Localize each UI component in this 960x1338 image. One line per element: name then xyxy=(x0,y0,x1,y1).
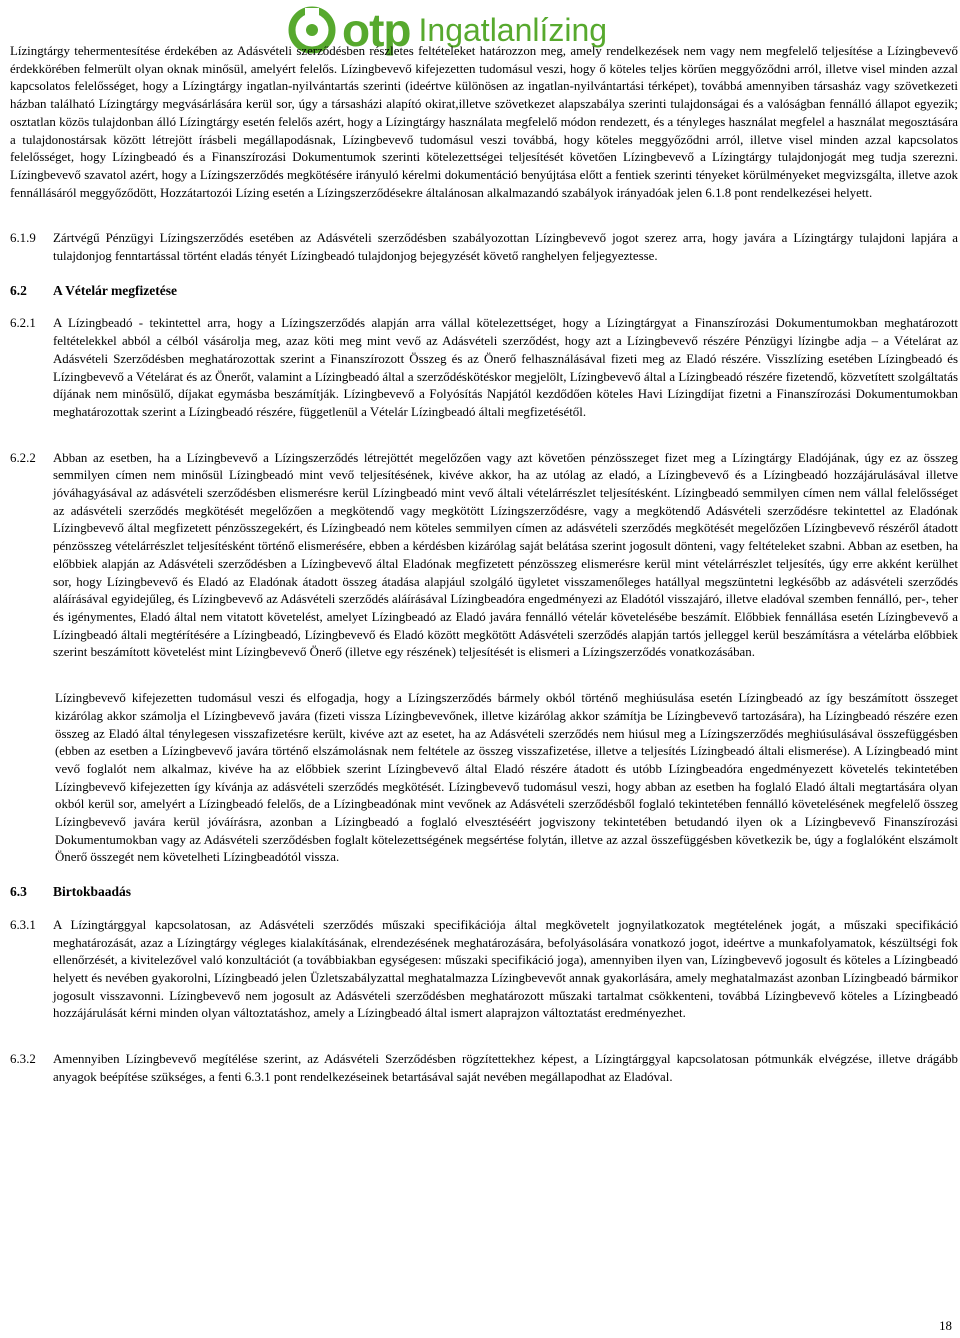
section-number: 6.1.9 xyxy=(10,231,36,246)
section-number: 6.2 xyxy=(10,282,27,298)
document-body xyxy=(10,43,958,1086)
section-6-2-2-continuation: Lízingbevevő kifejezetten tudomásul veszi és elfogadja, hogy a Lízingszerződés bármely okból történő meghiúsulása esetén Lízingbeadó az így beszámított összeget kizárólag akkor számolja el Lízingbevevő javára (fizeti vissza Lízingbevevőnek, illetve kizárólag akkor számítja be Lízingbevevő tartozására), ha Lízingbeadó részére ezen összeg az Eladó által ténylegesen visszafizetésre került, kivéve azt az esetet, ha az Adásvételi szerződés nem hiúsul meg a Lízingszerződés meghiúsulásával összefüggésben (ebben az esetben a Lízingbevevő javára történő elszámolásnak nem feltétele az összeg visszafizetése, illetve a teljesítés Lízingbeadó általi elismerése). A Lízingbeadó mint vevő foglalót nem alkalmaz, kivéve ha az előbbiek szerint Lízingbevevő által Eladó részére átadott és utóbb Lízingbeadóra engedményezett követelés tekintetében Lízingbevevő kifejezetten így kívánja az adásvételi szerződés megkötését. Lízingbevevő tudomásul veszi, hogy abban az esetben ha foglaló Eladó általi megtartására olyan okból kerül sor, amelyért a Lízingbeadó felelős, de a Lízingbeadónak mint vevőnek az Adásvételi szerződésből foglaló tekintetében fennálló követelésének megfelelő összeg Lízingbevevő javára kerül jóváírásra, azonban a Lízingbeadó a foglaló elvesztéséért jogviszony tekintetében betudandó ilyen ok a Lízingbevevő Finanszírozási Dokumentumokban vagy az Adásvételi szerződésben foglalt kötelezettségének megsértése folytán, illetve az azzal összefüggésben következik be, úgy a foglalóként elszámolt Önerő összegét nem követelheti Lízingbeadótól vissza. xyxy=(55,691,958,865)
section-number: 6.3.2 xyxy=(10,1052,36,1067)
section-6-1-9 xyxy=(10,230,958,265)
section-6-3-heading xyxy=(10,883,958,901)
section-text: Abban az esetben, ha a Lízingbevevő a Lízingszerződés létrejöttét megelőzően vagy azt követően pénzösszeget fizet meg a Lízingtárgy Eladójának, úgy ez az összeg semmilyen címen nem minősül Lízingbeadó mint vevő teljesítésének, kivéve akkor, ha az utólag az eladó, a Lízingbevevő és a Lízingbeadó hozzájárulásával illetve jóváhagyásával az adásvételi szerződésben elismerésre kerül Lízingbeadó mint vevő általi vételárrészlet teljesítésként. Lízingbeadó semmilyen címen nem vállal felelősséget az adásvételi szerződés megkötését megelőzően a megkötendő vagy megkötött Lízingszerződésre, vagy a megkötendő Adásvételi szerződésre tekintettel az Eladónak Lízingbevevő által megfizetett pénzösszegekért, és Lízingbeadó nem köteles semmilyen címen az adásvételi szerződés megkötését megelőzően Lízingbevevő részéről átadott pénzösszeg vételárrészlet teljesítésként történő elismerésére, ebben a kérdésben kizárólag saját belátása szerint jogosult dönteni, vagy feltételeket szabni. Abban az esetben, ha előbbiek alapján az Adásvételi szerződésben a Lízingbevevő által Eladónak megfizetett pénzösszeg elismerésre kerül mint vételárrészlet teljesítés, úgy erre akként kerülhet sor, hogy Lízingbevevő és Eladó az Eladónak átadott összeg átadása alapjául szolgáló ügyletet visszamenőleges hatállyal megszüntetni legkésőbb az adásvételi szerződés aláírásával egyidejűleg, és Lízingbevevő az Adásvételi szerződés aláírásával Lízingbeadóra engedményezi az Eladótól visszajáró, illetve eladóval szemben fennálló, per-, teher és igénymentes, Eladó által nem vitatott követelést, amelyet Lízingbeadó az Eladó javára fennálló vételár követelésébe beszámít. Előbbiek fennállása esetén Lízingbevevő a Lízingbeadó általi megtérítésére a Lízingbeadó, Lízingbevevő és Eladó között megkötött Adásvételi szerződés alapján tartós jelleggel kerül beszámításra a vételárba előbbiek szerint beszámított követelést mint Lízingbevevő Önerő (illetve egy részének) teljesítését is elismeri a Lízingszerződés vonatkozásában. xyxy=(53,450,958,660)
intro-paragraph: Lízingtárgy tehermentesítése érdekében az Adásvételi szerződésben részletes feltételeket határozzon meg, amely rendelkezések nem vagy nem megfelelő teljesítése a Lízingbevevő érdekkörében felmerült olyan oknak minősül, amelyért felelős. Lízingbevevő kifejezetten tudomásul veszi, hogy ő köteles teljes körűen meggyőződni arról, illetve visel minden azzal kapcsolatos felelősséget, hogy a Lízingtárgy ingatlan-nyilvántartás szerinti (ideértve különösen az ingatlan-nyilvántartási térképet), továbbá amennyiben társasház vagy szövetkezeti házban található Lízingtárgy megvásárlására kerül sor, úgy a társasházi alapító okirat,illetve szövetkezet alapszabálya szerinti tulajdonságai és a valóságban fennálló állapot egyezik; osztatlan közös tulajdonban álló Lízingtárgy esetén felelős azért, hogy a Lízingtárgy használata megfelelő módon rendezett, és a tényleges használat megfelel a használat megosztására a tulajdonostársak között létrejött írásbeli megállapodásnak, Lízingbevevő tudomásul veszi továbbá, hogy köteles meggyőződni arról, illetve visel minden azzal kapcsolatos felelősséget, hogy Lízingbeadó és a Finanszírozási Dokumentumok szerinti kötelezettségei teljesítését követően Lízingbevevő a Lízingtárgy tulajdonjogát meg tudja szerezni. Lízingbevevő szavatol azért, hogy a Lízingszerződés megkötésére irányuló kérelmi dokumentáció benyújtása előtt a fentiek szerinti tényeket körülményeket megvizsgálta, illetve azok fennállásáról meggyőződött, Hozzátartozói Lízing esetén a Lízingszerződésekre általánosan alkalmazandó szabályok irányadóak jelen 6.1.8 pont rendelkezései helyett. xyxy=(10,44,958,200)
section-6-2-2 xyxy=(10,450,958,662)
section-title: A Vételár megfizetése xyxy=(53,282,177,298)
section-text: Amennyiben Lízingbevevő megítélése szerint, az Adásvételi Szerződésben rögzítettekhez képest, a Lízingtárggyal kapcsolatosan pótmunkák elvégzése, illetve drágább anyagok beépítése szükséges, a fenti 6.3.1 pont rendelkezéseinek betartásával saját nevében megállapodhat az Eladóval. xyxy=(53,1052,958,1084)
section-6-3-2 xyxy=(10,1051,958,1086)
logo-subbrand-text: Ingatlanlízing xyxy=(418,12,608,48)
section-number: 6.2.1 xyxy=(10,316,36,331)
section-title: Birtokbaadás xyxy=(53,884,132,900)
logo-brand-text: otp xyxy=(342,4,411,56)
section-6-3-1 xyxy=(10,917,958,1023)
section-text: Zártvégű Pénzügyi Lízingszerződés esetében az Adásvételi szerződésben szabályozottan Lízingbevevő jogot szerez arra, hogy javára a Lízingtárgy tulajdoni lapjára a tulajdonjog fenntartással történt eladás tényét Lízingbeadó tulajdonjog bejegyzését követő ranghelyen feljegyeztesse. xyxy=(53,231,958,264)
section-6-2-1 xyxy=(10,315,958,421)
section-text: A Lízingbeadó - tekintettel arra, hogy a Lízingszerződés alapján arra vállal kötelezettséget, hogy a Lízingtárgyat a Finanszírozási Dokumentumokban meghatározott feltételekkel abból a célból vásárolja meg, azaz köti meg mint vevő az Adásvételi szerződést, hogy azt a Lízingbevevő részére Pénzügyi lízingbe adja – a Vételárat az Adásvételi Szerződésben meghatározottak szerint a Finanszírozott Összeg és az Önerő felhasználásával fizeti meg az Eladó részére. Visszlízing esetében Lízingbeadó és Lízingbevevő a Vételárat és az Önerőt, valamint a Lízingbeadó által a szerződéskötéskor megjelölt, Lízingbevevő által a Lízingbeadó részére fizetendő, közvetített szolgáltatás díjának nem minősülő, díjakat egymásba beszámítják. Lízingbevevő a Folyósítás Napjától kezdődően köteles Havi Lízingdíjat fizetni a Finanszírozási Dokumentumokban meghatározottak szerint a Lízingbeadó részére, függetlenül a Vételár Lízingbeadó általi megfizetésétől. xyxy=(53,316,958,419)
section-number: 6.3 xyxy=(10,884,27,900)
section-text: A Lízingtárggyal kapcsolatosan, az Adásvételi szerződés műszaki specifikációja által megkövetelt jognyilatkozatok megtételének jogát, a műszaki specifikáció meghatározását, azaz a Lízingtárgy végleges kialakításának, elrendezésének meghatározására, befolyásolására vonatkozó jogot, ideértve a munkafolyamatok, készültségi fok ellenőrzését, a kivitelezővel való konzultációt (a továbbiakban egységesen: műszaki specifikáció joga), amennyiben ilyen van, Lízingbevevő jogosult és köteles a Lízingbeadó helyett és nevében gyakorolni, Lízingbeadó jelen Üzletszabályzattal meghatalmazza Lízingbevevőt annak gyakorlására, amely meghatalmazást azonban Lízingbeadó bármikor jogosult visszavonni. Lízingbevevő nem jogosult az Adásvételi szerződésben meghatározott műszaki tartalmat csökkenteni, továbbá Lízingbevevő köteles a Lízingbeadó hozzájárulását kérni minden olyan változtatáshoz, amely a Lízingbeadó által ismert alaprajzon változtatást eredményezhet. xyxy=(53,917,958,1021)
section-number: 6.3.1 xyxy=(10,917,36,932)
section-number: 6.2.2 xyxy=(10,450,36,465)
page-number: 18 xyxy=(939,1319,952,1333)
section-6-2-heading xyxy=(10,282,958,300)
